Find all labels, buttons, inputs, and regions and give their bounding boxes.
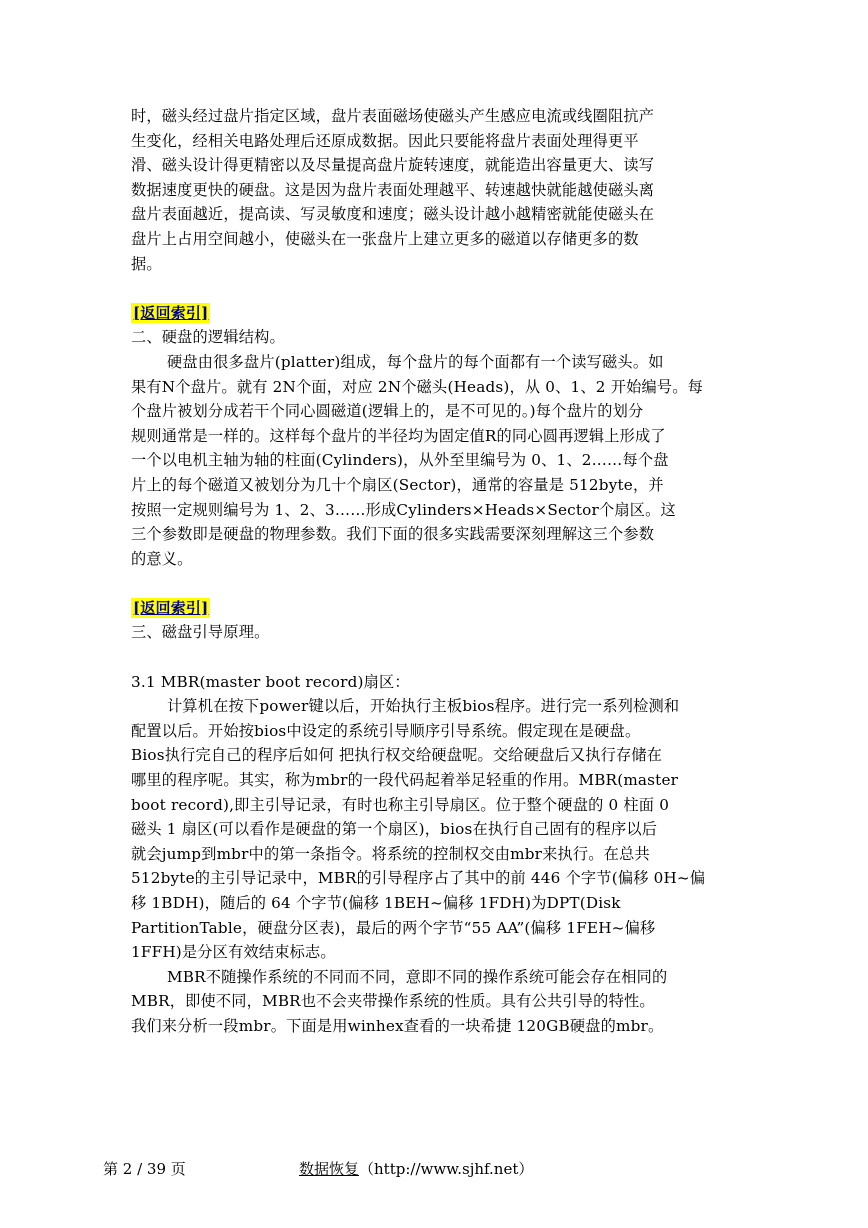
text-line: 我们来分析一段mbr。下面是用winhex查看的一块希捷 120GB硬盘的mbr。 [131,1016,664,1035]
text-line: MBR，即使不同，MBR也不会夹带操作系统的性质。具有公共引导的特性。 [131,992,655,1011]
text-line: 生变化，经相关电路处理后还原成数据。因此只要能将盘片表面处理得更平 [131,131,639,150]
page-number: 第 2 / 39 页 [103,1160,186,1178]
paragraph-logical-structure [131,350,741,571]
text-line: 数据速度更快的硬盘。这是因为盘片表面处理越平、转速越快就能越使磁头离 [131,180,655,199]
text-line: 哪里的程序呢。其实，称为mbr的一段代码起着举足轻重的作用。MBR(master [131,771,679,790]
text-line: 就会jump到mbr中的第一条指令。将系统的控制权交由mbr来执行。在总共 [131,844,650,863]
paragraph-intro [131,104,741,276]
text-line: 硬盘由很多盘片(platter)组成，每个盘片的每个面都有一个读写磁头。如 [167,352,664,371]
text-line: 配置以后。开始按bios中设定的系统引导顺序引导系统。假定现在是硬盘。 [131,721,641,740]
back-to-index-link[interactable]: [返回索引] [133,598,209,617]
spacer [131,571,741,596]
paragraph-mbr [131,694,741,965]
text-line: 1FFH)是分区有效结束标志。 [131,943,336,962]
text-line: MBR不随操作系统的不同而不同，意即不同的操作系统可能会存在相同的 [167,967,668,986]
back-link-row [131,596,741,621]
text-line: 个盘片被划分成若干个同心圆磁道(逻辑上的，是不可见的。)每个盘片的划分 [131,402,644,421]
section-heading: 二、硬盘的逻辑结构。 [131,328,285,347]
text-line: 移 1BDH)，随后的 64 个字节(偏移 1BEH~偏移 1FDH)为DPT(Disk [131,894,621,912]
spacer [131,276,741,301]
text-line: 盘片上占用空间越小，使磁头在一张盘片上建立更多的磁道以存储更多的数 [131,229,639,248]
text-line: 盘片表面越近，提高读、写灵敏度和速度；磁头设计越小越精密就能使磁头在 [131,205,655,224]
site-name-link[interactable]: 数据恢复 [299,1160,360,1178]
page-footer [103,1157,803,1181]
text-line: 时，磁头经过盘片指定区域，盘片表面磁场使磁头产生感应电流或线圈阻抗产 [131,107,655,125]
text-line: 的意义。 [131,549,193,568]
text-line: 滑、磁头设计得更精密以及尽量提高盘片旋转速度，就能造出容量更大、读写 [131,156,655,175]
footer-site [299,1157,533,1181]
section-heading: 三、磁盘引导原理。 [131,623,270,642]
text-line: 计算机在按下power键以后，开始执行主板bios程序。进行完一系列检测和 [167,697,680,716]
text-line: Bios执行完自己的程序后如何 把执行权交给硬盘呢。交给硬盘后又执行存储在 [131,746,663,765]
back-link-row [131,301,741,326]
text-line: boot record),即主引导记录，有时也称主引导扇区。位于整个硬盘的 0 柱面 0 [131,795,670,814]
text-line: 按照一定规则编号为 1、2、3……形成Cylinders×Heads×Sector个扇区。这 [131,500,676,519]
site-url: （http://www.sjhf.net） [359,1160,534,1178]
text-line: 据。 [131,254,162,273]
back-to-index-link[interactable]: [返回索引] [133,303,209,322]
text-line: 一个以电机主轴为轴的柱面(Cylinders)，从外至里编号为 0、1、2……每个盘 [131,451,669,470]
text-line: 片上的每个磁道又被划分为几十个扇区(Sector)，通常的容量是 512byte，并 [131,475,664,494]
text-line: PartitionTable，硬盘分区表)，最后的两个字节“55 AA”(偏移 1FEH~偏移 [131,918,656,937]
paragraph-mbr-2 [131,965,741,1039]
text-line: 三个参数即是硬盘的物理参数。我们下面的很多实践需要深刻理解这三个参数 [131,525,655,544]
subsection-heading: 3.1 MBR(master boot record)扇区： [131,672,410,691]
spacer [131,645,741,670]
text-line: 512byte的主引导记录中，MBR的引导程序占了其中的前 446 个字节(偏移 0H~偏 [131,869,706,888]
text-line: 果有N个盘片。就有 2N个面，对应 2N个磁头(Heads)，从 0、1、2 开始编号。每 [131,377,704,396]
document-body [131,104,741,1039]
text-line: 规则通常是一样的。这样每个盘片的半径均为固定值R的同心圆再逻辑上形成了 [131,426,666,445]
text-line: 磁头 1 扇区(可以看作是硬盘的第一个扇区)，bios在执行自己固有的程序以后 [131,820,658,839]
